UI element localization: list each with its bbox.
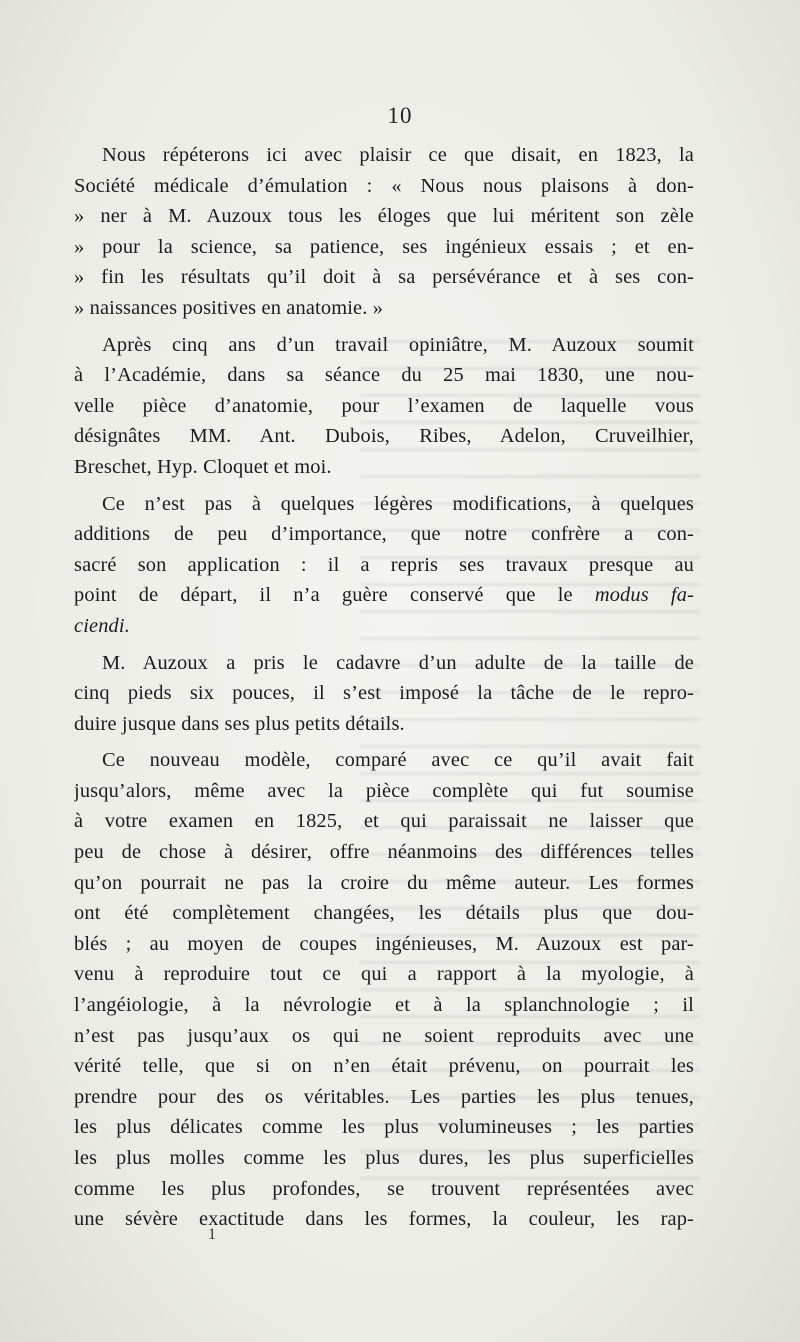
italic-fragment: ciendi. (74, 614, 130, 637)
text-line: sacré son application : il a repris ses travaux presque au (74, 553, 694, 576)
text-line: Ce nouveau modèle, comparé avec ce qu’il avait fait (102, 749, 694, 772)
paragraph-1 (74, 140, 694, 324)
text-line: cinq pieds six pouces, il s’est imposé la tâche de le repro- (74, 682, 694, 705)
text-line: blés ; au moyen de coupes ingénieuses, M. Auzoux est par- (74, 932, 694, 955)
text-line: » ner à M. Auzoux tous les éloges que lui méritent son zèle (74, 205, 694, 228)
text-fragment: point de départ, il n’a guère conservé que le (74, 584, 573, 607)
text-line: comme les plus profondes, se trouvent représentées avec (74, 1177, 694, 1200)
text-line: Ce n’est pas à quelques légères modifications, à quelques (102, 492, 694, 515)
italic-line (74, 611, 694, 642)
text-line-with-italic (74, 580, 694, 611)
text-line: désignâtes MM. Ant. Dubois, Ribes, Adelon, Cruveilhier, (74, 425, 694, 448)
text-line: à votre examen en 1825, et qui paraissait ne laisser que (74, 810, 694, 833)
text-line: Nous répéterons ici avec plaisir ce que disait, en 1823, la (102, 144, 694, 166)
text-line: duire jusque dans ses plus petits détails. (74, 712, 405, 735)
text-line: les plus molles comme les plus dures, les plus superficielles (74, 1147, 694, 1169)
text-line: ont été complètement changées, les détails plus que dou- (74, 902, 694, 925)
text-line: Après cinq ans d’un travail opiniâtre, M. Auzoux soumit (102, 333, 694, 356)
text-line: additions de peu d’importance, que notre confrère a con- (74, 523, 694, 546)
paragraph-2 (74, 330, 694, 483)
text-line: qu’on pourrait ne pas la croire du même auteur. Les formes (74, 871, 694, 894)
text-line: » naissances positives en anatomie. » (74, 296, 384, 319)
text-line: velle pièce d’anatomie, pour l’examen de laquelle vous (74, 394, 694, 417)
text-line: à l’Académie, dans sa séance du 25 mai 1830, une nou- (74, 364, 694, 387)
page-body (74, 140, 694, 1235)
text-line: vérité telle, que si on n’en était prévenu, on pourrait les (74, 1055, 694, 1078)
paragraph-4 (74, 648, 694, 740)
text-line: » pour la science, sa patience, ses ingénieux essais ; et en- (74, 235, 694, 258)
text-line: jusqu’alors, même avec la pièce complète qui fut soumise (74, 779, 694, 802)
text-line: Breschet, Hyp. Cloquet et moi. (74, 455, 332, 478)
text-line: les plus délicates comme les plus volumineuses ; les parties (74, 1116, 694, 1139)
text-line: venu à reproduire tout ce qui a rapport à la myologie, à (74, 963, 694, 986)
text-line: peu de chose à désirer, offre néanmoins des différences telles (74, 841, 694, 864)
text-line: M. Auzoux a pris le cadavre d’un adulte de la taille de (102, 651, 694, 674)
footer-mark: 1 (208, 1226, 216, 1243)
text-line: » fin les résultats qu’il doit à sa persévérance et à ses con- (74, 266, 694, 289)
paragraph-5 (74, 745, 694, 1235)
page-number: 10 (387, 103, 413, 128)
text-line: Société médicale d’émulation : « Nous nous plaisons à don- (74, 174, 694, 197)
italic-fragment: modus fa- (594, 584, 694, 607)
paragraph-3 (74, 489, 694, 642)
text-line: prendre pour des os véritables. Les parties les plus tenues, (74, 1085, 694, 1108)
text-line: l’angéiologie, à la névrologie et à la splanchnologie ; il (74, 994, 694, 1017)
text-line: une sévère exactitude dans les formes, la couleur, les rap- (74, 1208, 694, 1231)
text-line: n’est pas jusqu’aux os qui ne soient reproduits avec une (74, 1024, 694, 1047)
